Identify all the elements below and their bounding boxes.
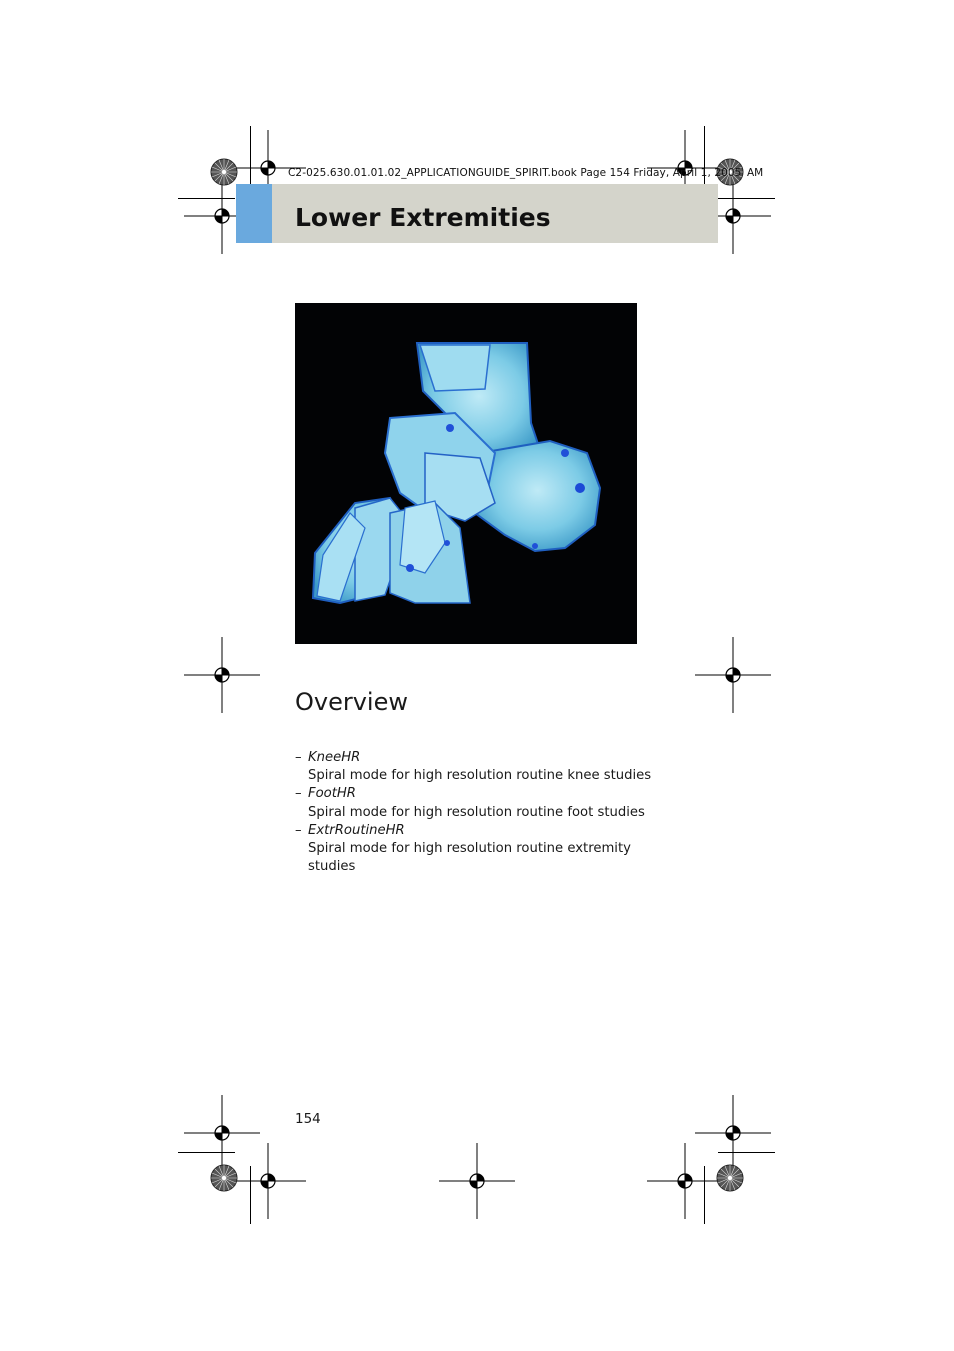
protocol-name: KneeHR [308, 750, 361, 765]
registration-target-icon [439, 1143, 515, 1219]
protocol-list [295, 749, 655, 876]
list-item [295, 785, 655, 821]
registration-target-icon [695, 1095, 771, 1171]
list-dash: – [295, 750, 302, 765]
registration-target-icon [230, 1143, 306, 1219]
page-number: 154 [295, 1111, 321, 1127]
print-slug-time: AM [747, 167, 764, 179]
registration-target-icon [695, 637, 771, 713]
starburst-mark-icon [211, 159, 237, 185]
list-dash: – [295, 786, 302, 802]
protocol-description: Spiral mode for high resolution routine foot studies [308, 804, 645, 820]
protocol-description: Spiral mode for high resolution routine knee studies [308, 768, 652, 784]
registration-target-icon [184, 1095, 260, 1171]
list-item [295, 749, 655, 785]
chapter-header-accent [236, 184, 272, 243]
protocol-description: Spiral mode for high resolution routine extremity studies [308, 841, 631, 875]
registration-target-icon [184, 637, 260, 713]
protocol-name: FootHR [308, 786, 356, 802]
starburst-mark-icon [211, 1165, 237, 1191]
protocol-name: ExtrRoutineHR [308, 822, 405, 838]
section-heading: Overview [295, 688, 408, 716]
chapter-title: Lower Extremities [295, 203, 551, 232]
list-dash: – [295, 822, 302, 838]
starburst-mark-icon [717, 1165, 743, 1191]
foot-bones-image [295, 303, 637, 644]
registration-target-icon [647, 1143, 723, 1219]
list-item [295, 822, 655, 877]
print-slug: C2-025.630.01.01.02_APPLICATIONGUIDE_SPIRIT.book Page 154 Friday, April 1, 2005 [288, 167, 742, 179]
